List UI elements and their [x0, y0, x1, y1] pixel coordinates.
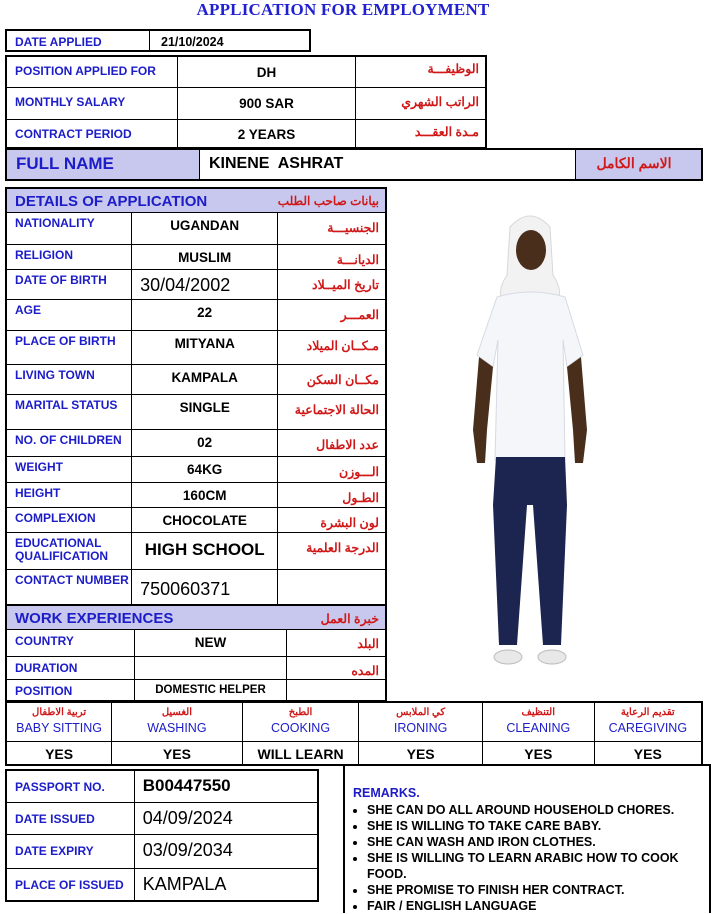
full-name-label: FULL NAME [16, 154, 114, 173]
work-row [6, 679, 386, 701]
skill-en: IRONING [393, 721, 448, 735]
passport-row-label: DATE EXPIRY [15, 843, 94, 858]
work-row-value [135, 657, 286, 662]
passport-row-label: PLACE OF ISSUED [15, 877, 124, 892]
skill-value: YES [406, 745, 435, 762]
details-row-label: LIVING TOWN [15, 367, 95, 382]
passport-row [6, 834, 318, 868]
details-row-ar: مكــان السكن [306, 372, 379, 387]
skill-ar: التنظيف [521, 707, 555, 718]
contract-period-ar: مـدة العقـــد [414, 125, 479, 139]
details-header-ar: بيانات صاحب الطلب [277, 194, 379, 208]
skill-ar: الغسيل [161, 707, 193, 718]
details-row [6, 212, 386, 244]
details-row [6, 394, 386, 429]
passport-row [6, 770, 318, 802]
details-row-ar [278, 570, 385, 577]
monthly-salary-label: MONTHLY SALARY [15, 95, 126, 109]
details-row-value: 160CM [182, 487, 227, 503]
details-row-label: NATIONALITY [15, 215, 95, 230]
passport-row-label: DATE ISSUED [15, 811, 95, 826]
position-applied-ar: الوظيفـــة [427, 62, 479, 76]
details-row-label: WEIGHT [15, 459, 63, 474]
contract-period-value: 2 YEARS [237, 127, 296, 142]
details-row-ar: العمـــر [340, 307, 379, 322]
skill-ar: كي الملابس [396, 707, 446, 718]
details-row [6, 269, 386, 299]
full-name-box [5, 148, 703, 181]
passport-row-value: B00447550 [142, 776, 231, 795]
skill-value-cell [482, 741, 594, 765]
applicant-photo [455, 205, 605, 670]
details-row-value: 02 [197, 434, 213, 450]
passport-row-value: KAMPALA [142, 873, 227, 894]
skill-value: YES [524, 745, 553, 762]
work-header: WORK EXPERIENCES [15, 610, 174, 627]
skill-ar: تقديم الرعاية [620, 707, 675, 718]
remarks-list [351, 802, 706, 914]
details-row [6, 364, 386, 394]
skill-value: YES [45, 745, 74, 762]
work-row-ar: البلد [357, 636, 379, 651]
details-row-label: DATE OF BIRTH [15, 272, 107, 287]
details-table [5, 187, 387, 609]
details-row-label: COMPLEXION [15, 510, 96, 525]
details-row-ar: الطـول [342, 490, 379, 505]
skill-value-cell [6, 741, 112, 765]
details-row-ar: لون البشرة [320, 515, 379, 530]
applicant-figure [455, 205, 605, 670]
skills-table [5, 701, 703, 766]
skill-header-cell [594, 702, 702, 741]
full-name-ar: الاسم الكامل [596, 155, 672, 171]
position-applied-value: DH [256, 65, 277, 80]
work-row-ar [287, 680, 385, 686]
skill-en: CLEANING [506, 721, 571, 735]
skill-header-cell [6, 702, 112, 741]
skill-value: YES [633, 745, 662, 762]
page-title: APPLICATION FOR EMPLOYMENT [196, 0, 490, 19]
remarks-item: • FAIR / ENGLISH LANGUAGE [367, 898, 706, 914]
details-row-ar: تاريخ الميــلاد [312, 277, 379, 292]
skill-en: WASHING [147, 721, 207, 735]
remarks-item: • SHE IS WILLING TO LEARN ARABIC HOW TO COOK FOOD. [367, 850, 706, 882]
work-row-value: NEW [194, 634, 227, 650]
details-header: DETAILS OF APPLICATION [15, 193, 208, 210]
skill-header-cell [359, 702, 483, 741]
passport-row [6, 802, 318, 834]
details-row-ar: الدرجة العلمية [306, 540, 379, 555]
details-row [6, 569, 386, 608]
details-row-value: MITYANA [174, 335, 235, 351]
passport-row-value: 04/09/2024 [142, 807, 233, 828]
details-row-label: MARITAL STATUS [15, 397, 118, 412]
work-header-ar: خبرة العمل [320, 612, 379, 626]
passport-table [5, 769, 319, 902]
details-row-value: CHOCOLATE [162, 512, 247, 528]
skill-ar: الطبخ [288, 707, 313, 718]
remarks-box [343, 764, 711, 913]
remarks-item: • SHE CAN DO ALL AROUND HOUSEHOLD CHORES. [367, 802, 706, 818]
details-row-label: CONTACT NUMBER [15, 572, 129, 587]
work-row-ar: المده [351, 663, 379, 678]
details-row-value: 22 [197, 304, 213, 320]
work-row-label: DURATION [15, 660, 78, 675]
passport-row-label: PASSPORT NO. [15, 780, 105, 794]
remarks-item: • SHE CAN WASH AND IRON CLOTHES. [367, 834, 706, 850]
skill-value-cell [359, 741, 483, 765]
details-row-value: UGANDAN [170, 217, 240, 233]
skill-value: WILL LEARN [257, 745, 344, 762]
details-row-ar: الديانـــة [336, 252, 379, 267]
position-applied-label: POSITION APPLIED FOR [15, 64, 156, 78]
details-row-value: KAMPALA [171, 369, 238, 385]
passport-row-value: 03/09/2034 [142, 839, 233, 860]
details-row-value: 30/04/2002 [140, 274, 231, 295]
skill-value-cell [242, 741, 359, 765]
date-applied-label: DATE APPLIED [15, 35, 102, 49]
remarks-item: • SHE IS WILLING TO TAKE CARE BABY. [367, 818, 706, 834]
skill-header-cell [482, 702, 594, 741]
contract-period-label: CONTRACT PERIOD [15, 127, 132, 141]
details-row [6, 482, 386, 507]
monthly-salary-ar: الراتب الشهري [401, 95, 479, 109]
skill-value-cell [594, 741, 702, 765]
work-row [6, 656, 386, 679]
work-table [5, 604, 387, 702]
details-row-label: NO. OF CHILDREN [15, 432, 122, 447]
date-applied-value: 21/10/2024 [161, 35, 224, 49]
details-row-label: RELIGION [15, 247, 74, 262]
full-name-value: KINENE ASHRAT [209, 155, 344, 172]
position-block [5, 55, 487, 149]
details-row-ar: مـكــان الميلاد [306, 338, 379, 353]
details-row-ar: الحالة الاجتماعية [294, 402, 379, 417]
skill-header-cell [112, 702, 243, 741]
remarks-item: • SHE PROMISE TO FINISH HER CONTRACT. [367, 882, 706, 898]
work-row [6, 629, 386, 656]
details-row-label: PLACE OF BIRTH [15, 333, 116, 348]
details-row-value: MUSLIM [178, 249, 232, 265]
details-row-value: SINGLE [179, 399, 230, 415]
details-row-value: HIGH SCHOOL [144, 539, 265, 559]
details-row [6, 244, 386, 269]
details-row-value: 64KG [187, 461, 223, 477]
details-row-ar: الجنسيـــة [327, 220, 379, 235]
skill-en: BABY SITTING [16, 721, 103, 735]
work-row-label: COUNTRY [15, 633, 74, 648]
details-row [6, 429, 386, 456]
skill-en: CAREGIVING [608, 721, 688, 735]
details-row-value: 750060371 [140, 578, 231, 599]
details-row [6, 456, 386, 482]
skill-en: COOKING [271, 721, 331, 735]
work-row-label: POSITION [15, 683, 73, 698]
remarks-title: REMARKS. [353, 786, 420, 800]
work-row-value: DOMESTIC HELPER [155, 683, 266, 696]
details-row [6, 507, 386, 532]
details-row-ar: عدد الاطفال [316, 437, 379, 452]
details-row-ar: الـــوزن [339, 464, 379, 479]
details-row-label: EDUCATIONAL QUALIFICATION [15, 535, 109, 563]
monthly-salary-value: 900 SAR [239, 96, 294, 111]
details-row [6, 299, 386, 330]
details-row [6, 330, 386, 364]
skill-value: YES [162, 745, 191, 762]
skill-header-cell [242, 702, 359, 741]
skill-value-cell [112, 741, 243, 765]
details-row-label: HEIGHT [15, 485, 61, 500]
date-applied-box [5, 29, 311, 52]
details-row-label: AGE [15, 302, 42, 317]
details-row [6, 532, 386, 569]
skill-ar: تربية الاطفال [32, 707, 87, 718]
passport-row [6, 868, 318, 901]
